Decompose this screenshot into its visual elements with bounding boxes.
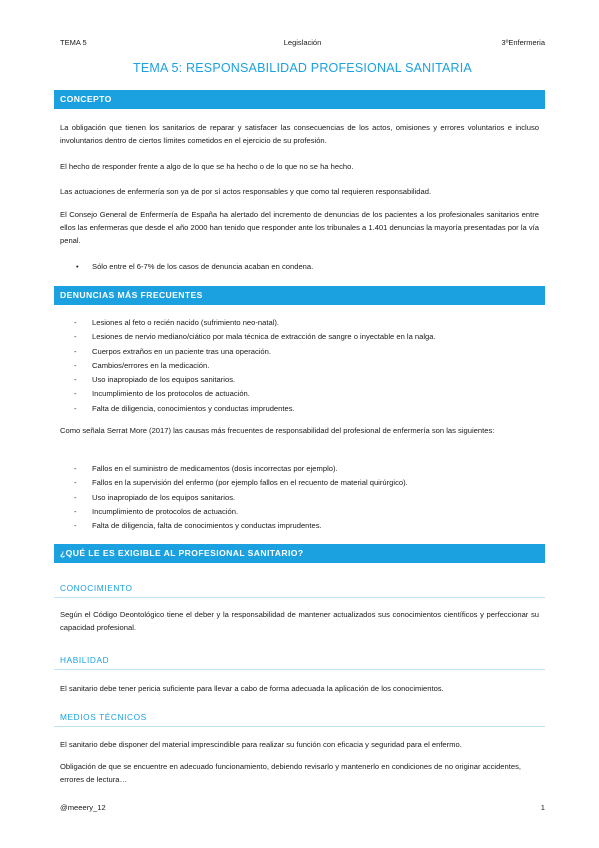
section-heading-exigible: ¿QUÉ LE ES EXIGIBLE AL PROFESIONAL SANITARIO? [54, 544, 545, 563]
list-item: - Falta de diligencia, falta de conocimientos y conductas imprudentes. [60, 519, 539, 533]
subheading-divider [54, 597, 545, 598]
medios-paragraph-2: Obligación de que se encuentre en adecuado funcionamiento, debiendo revisarlo y mantenerlo en condiciones de no originar accidentes, errores de lectura… [60, 762, 521, 784]
list-item: - Lesiones al feto o recién nacido (sufrimiento neo-natal). [60, 316, 539, 330]
subheading-conocimiento: CONOCIMIENTO [60, 583, 133, 593]
list-item: • Sólo entre el 6-7% de los casos de denuncia acaban en condena. [60, 260, 539, 273]
list-item: - Cambios/errores en la medicación. [60, 359, 539, 373]
concepto-paragraph-1: La obligación que tienen los sanitarios de reparar y satisfacer las consecuencias de los actos, omisiones y errores voluntarios e incluso involuntarios dentro de ciertos límites cometidos en el ejercicio de su profesión. [60, 123, 539, 145]
header-left: TEMA 5 [60, 38, 87, 47]
concepto-paragraph-2: El hecho de responder frente a algo de lo que se ha hecho o de lo que no se ha hecho. [60, 162, 354, 171]
denuncias-intro: Como señala Serrat More (2017) las causas más frecuentes de responsabilidad del profesional de enfermería son las siguientes: [60, 426, 495, 435]
concepto-bullet-list [60, 260, 539, 273]
conocimiento-paragraph: Según el Código Deontológico tiene el deber y la responsabilidad de mantener actualizados sus conocimientos científicos y perfeccionar su capacidad profesional. [60, 610, 539, 632]
causas-list [60, 462, 539, 533]
list-item: - Cuerpos extraños en un paciente tras una operación. [60, 345, 539, 359]
section-heading-denuncias: DENUNCIAS MÁS FRECUENTES [54, 286, 545, 305]
page-header [60, 38, 545, 50]
list-item: - Fallos en la supervisión del enfermo (por ejemplo fallos en el recuento de material quirúrgico). [60, 476, 539, 490]
list-item: - Falta de diligencia, conocimientos y conductas imprudentes. [60, 402, 539, 416]
document-title: TEMA 5: RESPONSABILIDAD PROFESIONAL SANITARIA [133, 61, 472, 75]
list-item: - Uso inapropiado de los equipos sanitarios. [60, 491, 539, 505]
subheading-divider [54, 669, 545, 670]
concepto-paragraph-4: El Consejo General de Enfermería de España ha alertado del incremento de denuncias de los pacientes a los profesionales sanitarios entre ellos las enfermeras que desde el año 2000 han tenido que responder ante los tribunales a 1.401 denuncias la mayoría presentadas por la vía penal. [60, 210, 539, 245]
section-heading-concepto: CONCEPTO [54, 90, 545, 109]
header-right: 3ºEnfermeria [501, 38, 545, 47]
list-item: - Uso inapropiado de los equipos sanitarios. [60, 373, 539, 387]
page-footer [60, 803, 545, 815]
concepto-paragraph-3: Las actuaciones de enfermería son ya de por sí actos responsables y que como tal requieren responsabilidad. [60, 187, 432, 196]
page-number: 1 [540, 803, 545, 812]
subheading-habilidad: HABILIDAD [60, 655, 110, 665]
list-item: - Fallos en el suministro de medicamentos (dosis incorrectas por ejemplo). [60, 462, 539, 476]
header-center: Legislación [283, 38, 322, 47]
denuncias-list [60, 316, 539, 416]
list-item: - Incumplimiento de protocolos de actuación. [60, 505, 539, 519]
footer-author: @meeery_12 [60, 803, 106, 812]
list-item: - Lesiones de nervio mediano/ciático por mala técnica de extracción de sangre o inyectable en la nalga. [60, 330, 539, 344]
medios-paragraph-1: El sanitario debe disponer del material imprescindible para realizar su función con eficacia y seguridad para el enfermo. [60, 740, 462, 749]
habilidad-paragraph: El sanitario debe tener pericia suficiente para llevar a cabo de forma adecuada la aplicación de los conocimientos. [60, 684, 444, 693]
list-item: - Incumplimiento de los protocolos de actuación. [60, 387, 539, 401]
subheading-divider [54, 726, 545, 727]
subheading-medios-tecnicos: MEDIOS TÉCNICOS [60, 712, 147, 722]
